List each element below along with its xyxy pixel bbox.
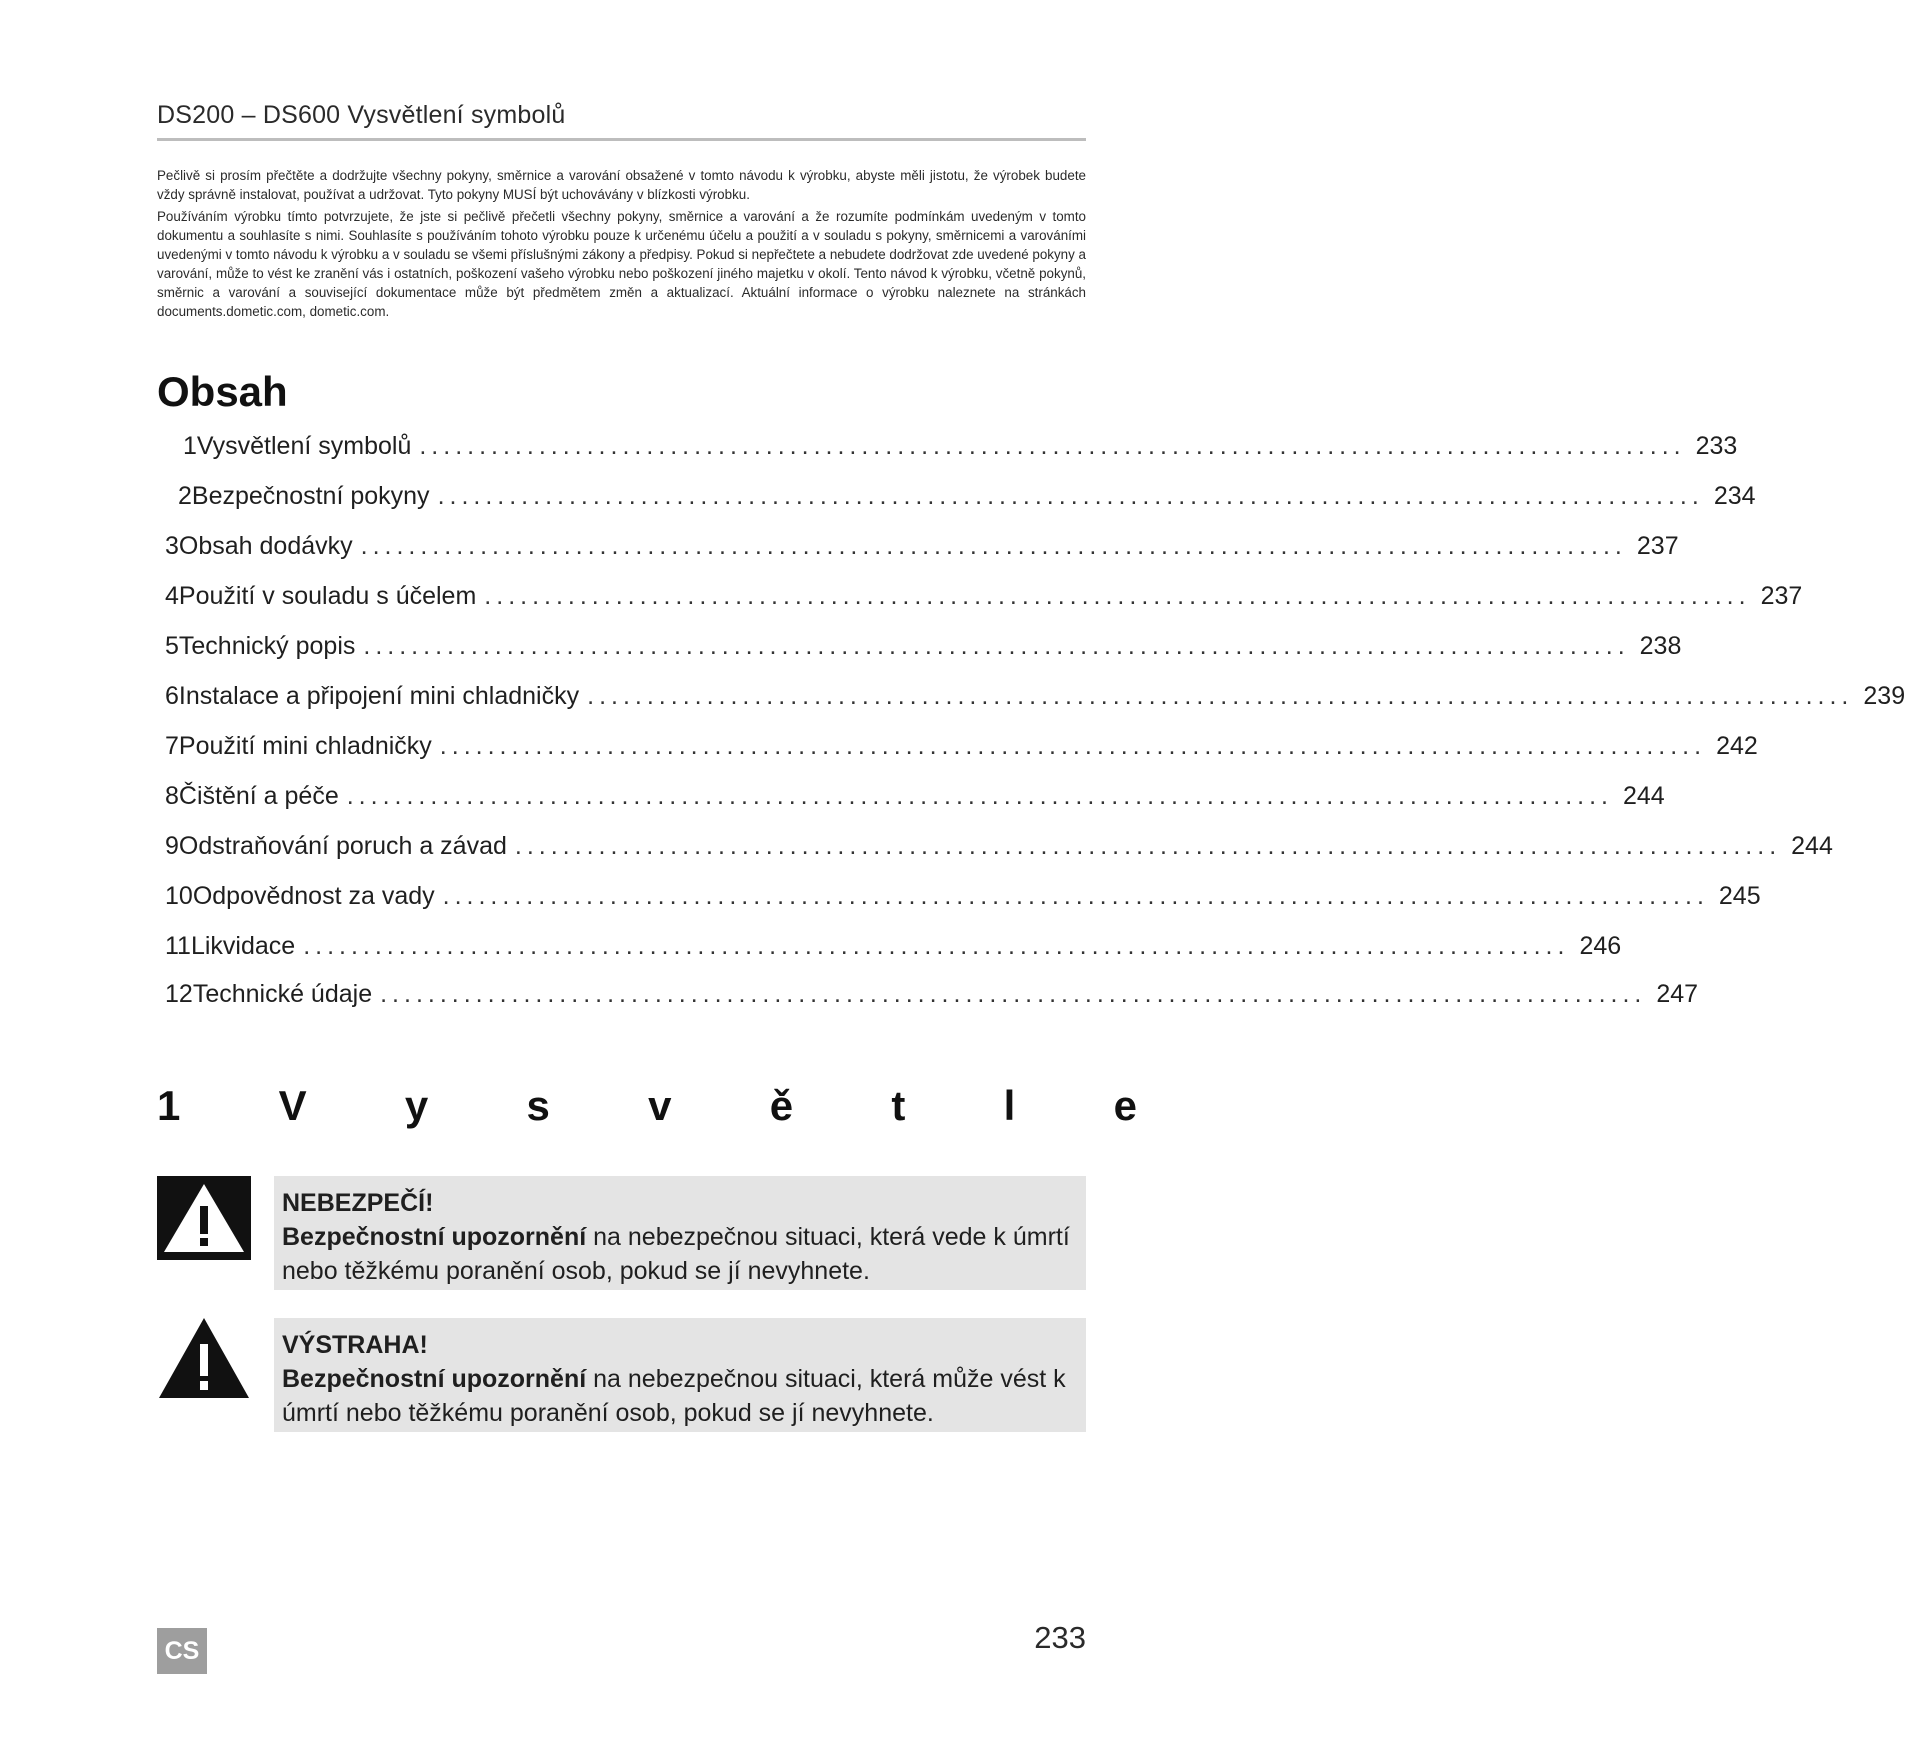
toc-entry-number: 3 <box>165 532 179 560</box>
toc-entry[interactable] <box>165 682 1905 718</box>
danger-notice <box>274 1176 1086 1290</box>
toc-entry[interactable] <box>165 932 1622 968</box>
toc-leader-dots: .......................................................................................................... <box>419 432 1686 460</box>
intro-paragraph: Používáním výrobku tímto potvrzujete, že jste si pečlivě přečetli všechny pokyny, směrnice a varování a že rozumíte podmínkám uvedeným v tomto dokumentu a souhlasíte s nimi. Souhlasíte s používáním tohoto výrobku pouze k určenému účelu a použití a v souladu s pokyny, směrnicemi a varováními uvedenými v tomto návodu k výrobku a v souladu se všemi příslušnými zákony a předpisy. Pokud si nepřečtete a nebudete dodržovat zde uvedené pokyny a varování, může to vést ke zranění vás i ostatních, poškození vašeho výrobku nebo poškození jiného majetku v okolí. Tento návod k výrobku, včetně pokynů, směrnic a varování a související dokumentace může být předmětem změn a aktualizací. Aktuální informace o výrobku naleznete na stránkách documents.dometic.com, dometic.com. <box>157 209 1086 319</box>
section-heading-glyph: V <box>278 1082 307 1129</box>
toc-entry[interactable] <box>165 782 1665 818</box>
toc-entry-page: 233 <box>1695 432 1738 460</box>
section-heading <box>157 1082 1137 1130</box>
toc-entry-page: 245 <box>1718 882 1761 910</box>
toc-entry[interactable] <box>165 532 1679 568</box>
toc-entry[interactable] <box>165 980 1699 1016</box>
danger-text: na nebezpečnou situaci, která vede k úmrtí nebo těžkému poranění osob, pokud se jí nevyhnete. <box>282 1223 1070 1285</box>
toc-entry-number: 10 <box>165 882 193 910</box>
danger-icon <box>157 1176 251 1260</box>
toc-entry-title: Obsah dodávky <box>178 532 353 560</box>
toc-entry-number: 2 <box>178 482 192 510</box>
header-divider <box>157 138 1086 141</box>
toc-entry-page: 239 <box>1863 682 1905 710</box>
toc-leader-dots: .......................................................................................................... <box>439 732 1707 760</box>
toc-entry-number: 6 <box>165 682 179 710</box>
toc-entry-number: 11 <box>165 932 191 960</box>
language-badge: CS <box>157 1628 207 1674</box>
toc-entry-page: 244 <box>1791 832 1833 860</box>
toc-entry-title: Technické údaje <box>192 980 373 1008</box>
intro-text <box>157 166 1086 324</box>
toc-entry-page: 237 <box>1760 582 1803 610</box>
toc-leader-dots: .......................................................................................................... <box>437 482 1704 510</box>
section-heading-glyph: ě <box>769 1082 794 1129</box>
section-heading-glyph: t <box>891 1082 906 1129</box>
section-heading-glyph: y <box>404 1082 429 1129</box>
toc-entry[interactable] <box>183 432 1738 468</box>
toc-leader-dots: .......................................................................................................... <box>346 782 1613 810</box>
toc-entry-title: Likvidace <box>190 932 296 960</box>
toc-entry-title: Vysvětlení symbolů <box>196 432 412 460</box>
toc-entry-page: 242 <box>1716 732 1758 760</box>
section-heading-glyph: s <box>526 1082 550 1129</box>
toc-entry-number: 4 <box>165 582 179 610</box>
warning-icon <box>157 1316 251 1400</box>
warning-notice <box>274 1318 1086 1432</box>
toc-entry-number: 1 <box>183 432 197 460</box>
toc-entry-title: Čištění a péče <box>178 782 339 810</box>
toc-entry-title: Bezpečnostní pokyny <box>191 482 430 510</box>
toc-leader-dots: .......................................................................................................... <box>303 932 1570 960</box>
toc-heading: Obsah <box>157 368 288 415</box>
toc-leader-dots: .......................................................................................................... <box>587 682 1854 710</box>
toc-entry[interactable] <box>165 582 1803 618</box>
toc-entry-page: 238 <box>1639 632 1682 660</box>
toc-entry-title: Odstraňování poruch a závad <box>178 832 507 860</box>
section-heading-glyph: 1 <box>157 1082 181 1129</box>
toc-entry-number: 7 <box>165 732 179 760</box>
section-heading-glyph: e <box>1113 1082 1137 1129</box>
toc-entry-page: 244 <box>1623 782 1665 810</box>
toc-entry-page: 237 <box>1636 532 1679 560</box>
toc-entry-page: 246 <box>1579 932 1622 960</box>
toc-entry-title: Technický popis <box>178 632 356 660</box>
warning-text: na nebezpečnou situaci, která může vést k úmrtí nebo těžkému poranění osob, pokud se jí nevyhnete. <box>282 1365 1066 1427</box>
toc-entry-title: Odpovědnost za vady <box>192 882 435 910</box>
toc-entry[interactable] <box>165 832 1833 868</box>
toc-leader-dots: .......................................................................................................... <box>380 980 1647 1008</box>
section-heading-glyph: l <box>1003 1082 1016 1129</box>
toc-entry-page: 234 <box>1713 482 1756 510</box>
danger-signal-word: NEBEZPEČÍ! <box>282 1189 434 1217</box>
toc-leader-dots: .......................................................................................................... <box>442 882 1709 910</box>
toc-entry-title: Použití mini chladničky <box>178 732 432 760</box>
toc-entry-title: Instalace a připojení mini chladničky <box>178 682 580 710</box>
page-number: 233 <box>1034 1620 1086 1655</box>
toc-entry[interactable] <box>165 882 1761 918</box>
toc-entry-number: 8 <box>165 782 179 810</box>
toc-leader-dots: .......................................................................................................... <box>360 532 1627 560</box>
section-heading-glyph: v <box>648 1082 672 1129</box>
warning-signal-word: VÝSTRAHA! <box>282 1331 428 1359</box>
toc-leader-dots: .......................................................................................................... <box>363 632 1630 660</box>
toc-entry-page: 247 <box>1656 980 1699 1008</box>
toc-entry[interactable] <box>178 482 1756 518</box>
toc-entry-number: 9 <box>165 832 179 860</box>
toc-leader-dots: .......................................................................................................... <box>484 582 1751 610</box>
toc-entry[interactable] <box>165 732 1758 768</box>
intro-paragraph: Pečlivě si prosím přečtěte a dodržujte všechny pokyny, směrnice a varování obsažené v tomto návodu k výrobku, abyste měli jistotu, že výrobek budete vždy správně instalovat, používat a udržovat. Tyto pokyny MUSÍ být uchovávány v blízkosti výrobku. <box>157 168 1086 202</box>
page-header-title: DS200 – DS600 Vysvětlení symbolů <box>157 101 566 129</box>
toc-entry-number: 5 <box>165 632 179 660</box>
toc-leader-dots: .......................................................................................................... <box>514 832 1782 860</box>
danger-lead: Bezpečnostní upozornění <box>282 1223 587 1251</box>
toc-entry-number: 12 <box>165 980 193 1008</box>
warning-lead: Bezpečnostní upozornění <box>282 1365 587 1393</box>
toc-entry-title: Použití v souladu s účelem <box>178 582 477 610</box>
toc-entry[interactable] <box>165 632 1682 668</box>
